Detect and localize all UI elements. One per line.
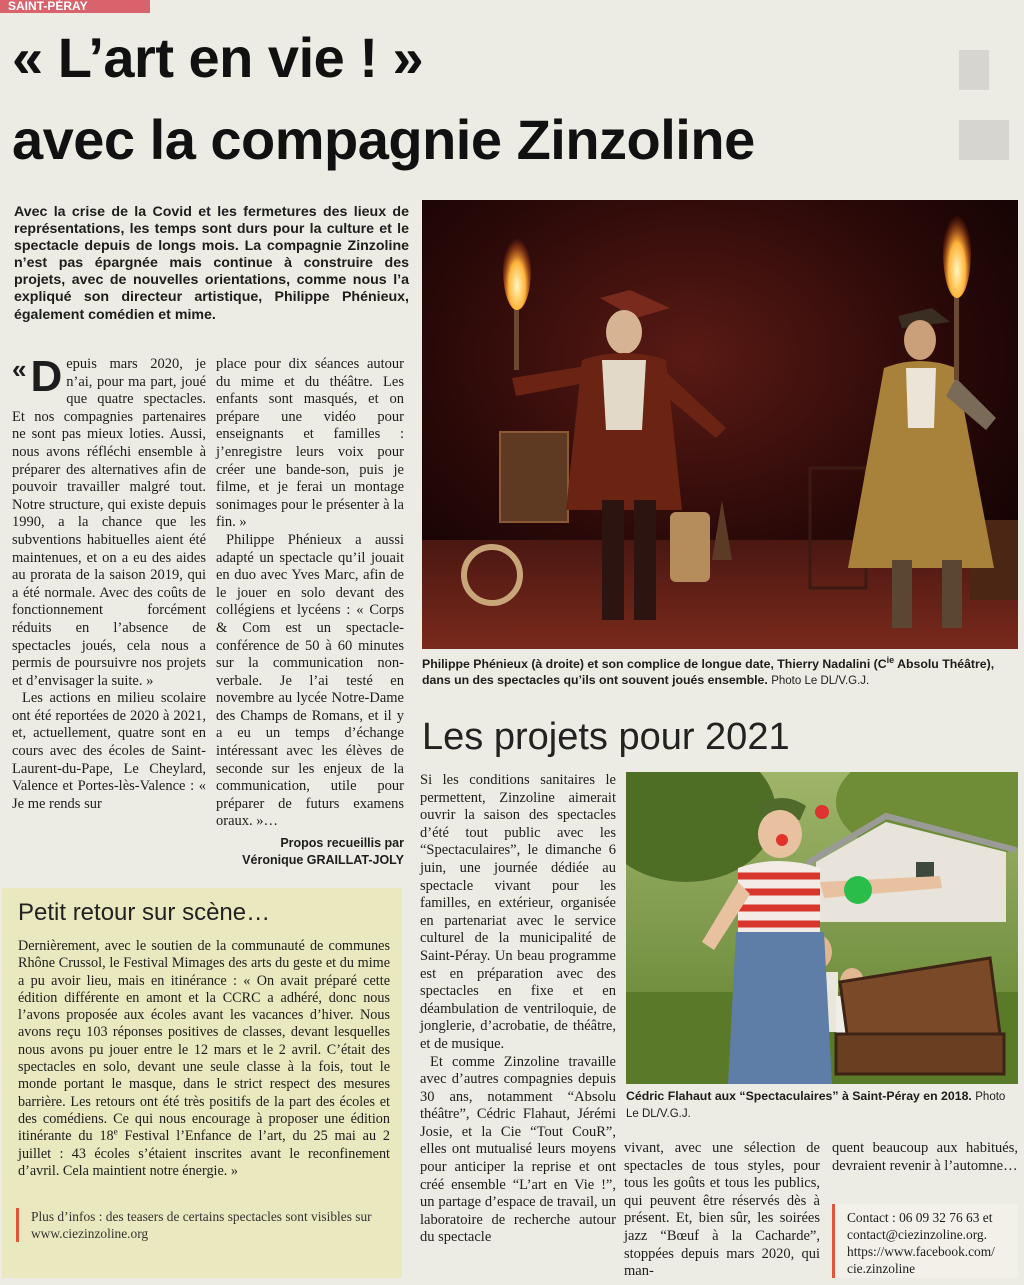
clown-photo-caption-text: Cédric Flahaut aux “Spectaculaires” à Saint-Péray en 2018. <box>626 1089 972 1103</box>
stage-photo-caption <box>422 656 1018 689</box>
column-1-text-1: epuis mars 2020, je n’ai, pour ma part, joué que quatre spectacles. Et nos compagnies partenaires ne sont pas mieux loties. Aussi, nous avons réfléchi ensemble à préparer des alternatives afin de pouvoir travailler malgré tout. Notre structure, qui existe depuis 1990, a la chance que les subventions habituelles aient été maintenues, et on a eu des aides au prorata de la saison 2019, qui a été normale. Avec des coûts de fonctionnement forcément réduits en l’absence de spectacles joués, cela nous a permis de poursuivre nos projets et d’envisager la suite. » <box>12 356 206 689</box>
contact-facebook-handle[interactable]: cie.zinzoline <box>847 1261 916 1276</box>
open-quote: « <box>12 354 27 384</box>
article-column-1 <box>12 352 206 813</box>
sidebar-box <box>2 888 402 1278</box>
contact-facebook-link[interactable]: https://www.facebook.com/ <box>847 1244 995 1259</box>
stage-photo-illustration <box>422 200 1018 649</box>
stage-photo-caption-text-2: Absolu Théâtre), dans un des spectacles qu’ils ont souvent joués ensemble. <box>422 657 995 687</box>
contact-line-1: Contact : 06 09 32 76 63 et <box>847 1210 993 1225</box>
headline-line-1: « L’art en vie ! » <box>12 26 424 89</box>
byline-line-1: Propos recueillis par <box>280 836 404 851</box>
subhead: Les projets pour 2021 <box>422 716 790 758</box>
byline <box>216 835 404 869</box>
sidebar-box-body <box>18 938 390 1180</box>
column-3-paragraph-2: Et comme Zinzoline travaille avec d’autres compagnies depuis 30 ans, notamment “Absolu théâtre”, Cédric Flahaut, Jérémi Josie, et la Cie “Tout CouR”, elles ont mutualisé leurs moyens pour anticiper la reprise et ont créé ensemble “L’art en Vie !”, un partage d’espace de travail, un laboratoire de recherche autour du spectacle <box>420 1053 616 1246</box>
sidebar-box-more-info[interactable]: Plus d’infos : des teasers de certains spectacles sont visibles sur www.ciezinzoline.org <box>16 1208 392 1242</box>
column-5-paragraph-1: quent beaucoup aux habitués, devraient revenir à l’automne… <box>832 1140 1018 1174</box>
contact-email[interactable]: contact@ciezinzoline.org. <box>847 1227 987 1242</box>
article-intro: Avec la crise de la Covid et les fermetures des lieux de représentations, les temps sont durs pour la culture et le spectacle depuis de longs mois. La compagnie Zinzoline n’est pas épargnée mais continue à construire des projets, avec de nouvelles orientations, comme nous l’a expliqué son directeur artistique, Philippe Phénieux, également comédien et mime. <box>14 204 409 323</box>
adjacent-page-bleed-shape <box>955 20 1024 200</box>
clown-photo-caption <box>626 1088 1018 1122</box>
article-column-2 <box>216 356 404 869</box>
sidebar-box-text-1: Dernièrement, avec le soutien de la communauté de communes Rhône Crussol, le Festival Mimages des arts du geste et du mime a pu avoir lieu, mais en itinérance : « On avait préparé cette édition différente en amont et la CCRC a adhéré, donc nous l’avons proposée aux écoles avant les vacances d’hiver. Nous avons reçu 103 réponses positives de classes, devant lesquelles nous avons pu jouer entre le 12 mars et le 2 avril. C’était des spectacles en solo, devant une seule classe à la fois, tout le monde portant le masque, dans le strict respect des mesures barrière. Les retours ont été très positifs de la part des écoles et des comédiens. Ce qui nous encourage à proposer une édition itinérante du 18 <box>18 938 390 1145</box>
clown-photo <box>626 772 1018 1084</box>
column-1-paragraph-1 <box>12 352 206 690</box>
article-column-3 <box>420 772 616 1247</box>
adjacent-page-bleed <box>955 20 1024 200</box>
article-column-5 <box>832 1140 1018 1175</box>
stage-photo-credit: Photo Le DL/V.G.J. <box>771 675 870 687</box>
article-column-4 <box>624 1140 820 1281</box>
column-4-paragraph-1: vivant, avec une sélection de spectacles de tous styles, pour tous les goûts et tous les publics, qui peuvent être réservés dès à présent. Et, bien sûr, les soirées jazz “Bœuf à la Cacharde”, stoppées depuis mars 2020, qui man- <box>624 1140 820 1280</box>
column-2-paragraph-2: Philippe Phénieux a aussi adapté un spectacle qu’il jouait en duo avec Yves Marc, afin de le jouer en solo devant des collégiens et lycéens : « Corps & Com est un spectacle-conférence de 50 à 60 minutes sur la communication non-verbale. Je l’ai testé en novembre au lycée Notre-Dame des Champs de Romans, et il y a eu un temps d’échange intéressant avec les élèves de seconde sur les enjeux de la communication, utile pour préparer de futurs examens oraux. »… <box>216 531 404 830</box>
contact-box <box>832 1204 1018 1278</box>
column-3-paragraph-1: Si les conditions sanitaires le permettent, Zinzoline aimerait ouvrir la saison des spectacles d’été tout public avec les “Spectaculaires”, le dimanche 6 juin, une journée dédiée au spectacle vivant pour les familles, en extérieur, organisée en partenariat avec le service culturel de la municipalité de Saint-Péray. Un beau programme est en préparation avec des spectacles en fixe et en déambulation de ventriloquie, de jonglerie, d’acrobatie, de théâtre, et de musique. <box>420 772 616 1052</box>
clown-photo-illustration <box>626 772 1018 1084</box>
stage-photo <box>422 200 1018 649</box>
sidebar-box-title: Petit retour sur scène… <box>18 899 271 926</box>
stage-photo-caption-text-1: Philippe Phénieux (à droite) et son complice de longue date, Thierry Nadalini (C <box>422 657 887 671</box>
column-1-paragraph-2: Les actions en milieu scolaire ont été reportées de 2020 à 2021, et, actuellement, quatre sont en cours avec des écoles de Saint-Laurent-du-Pape, Le Cheylard, Valence et Portes-lès-Valence : « Je me rends sur <box>12 690 206 812</box>
byline-line-2: Véronique GRAILLAT-JOLY <box>242 853 404 868</box>
headline-line-2: avec la compagnie Zinzoline <box>12 108 755 171</box>
section-kicker: SAINT-PÉRAY <box>0 0 150 13</box>
column-2-paragraph-1: place pour dix séances autour du mime et du théâtre. Les enfants sont masqués, et on prépare une vidéo pour enseignants et familles : j’enregistre leurs voix pour créer une bande-son, puis je filme, et je ferai un montage sonimages pour le présenter à la fin. » <box>216 356 404 531</box>
sidebar-box-text-2: Festival l’Enfance de l’art, du 25 mai au 2 juillet : 43 écoles s’étaient inscrites avant le reconfinement d’avril. Cela maintient notre énergie. » <box>18 1128 390 1179</box>
sidebar-box-sup: e <box>113 1126 118 1137</box>
sidebar-box-paragraph <box>18 938 390 1180</box>
stage-photo-caption-sup: ie <box>886 654 895 665</box>
clown-photo-credit: Photo Le DL/V.G.J. <box>626 1091 1006 1120</box>
dropcap: D <box>30 352 63 401</box>
